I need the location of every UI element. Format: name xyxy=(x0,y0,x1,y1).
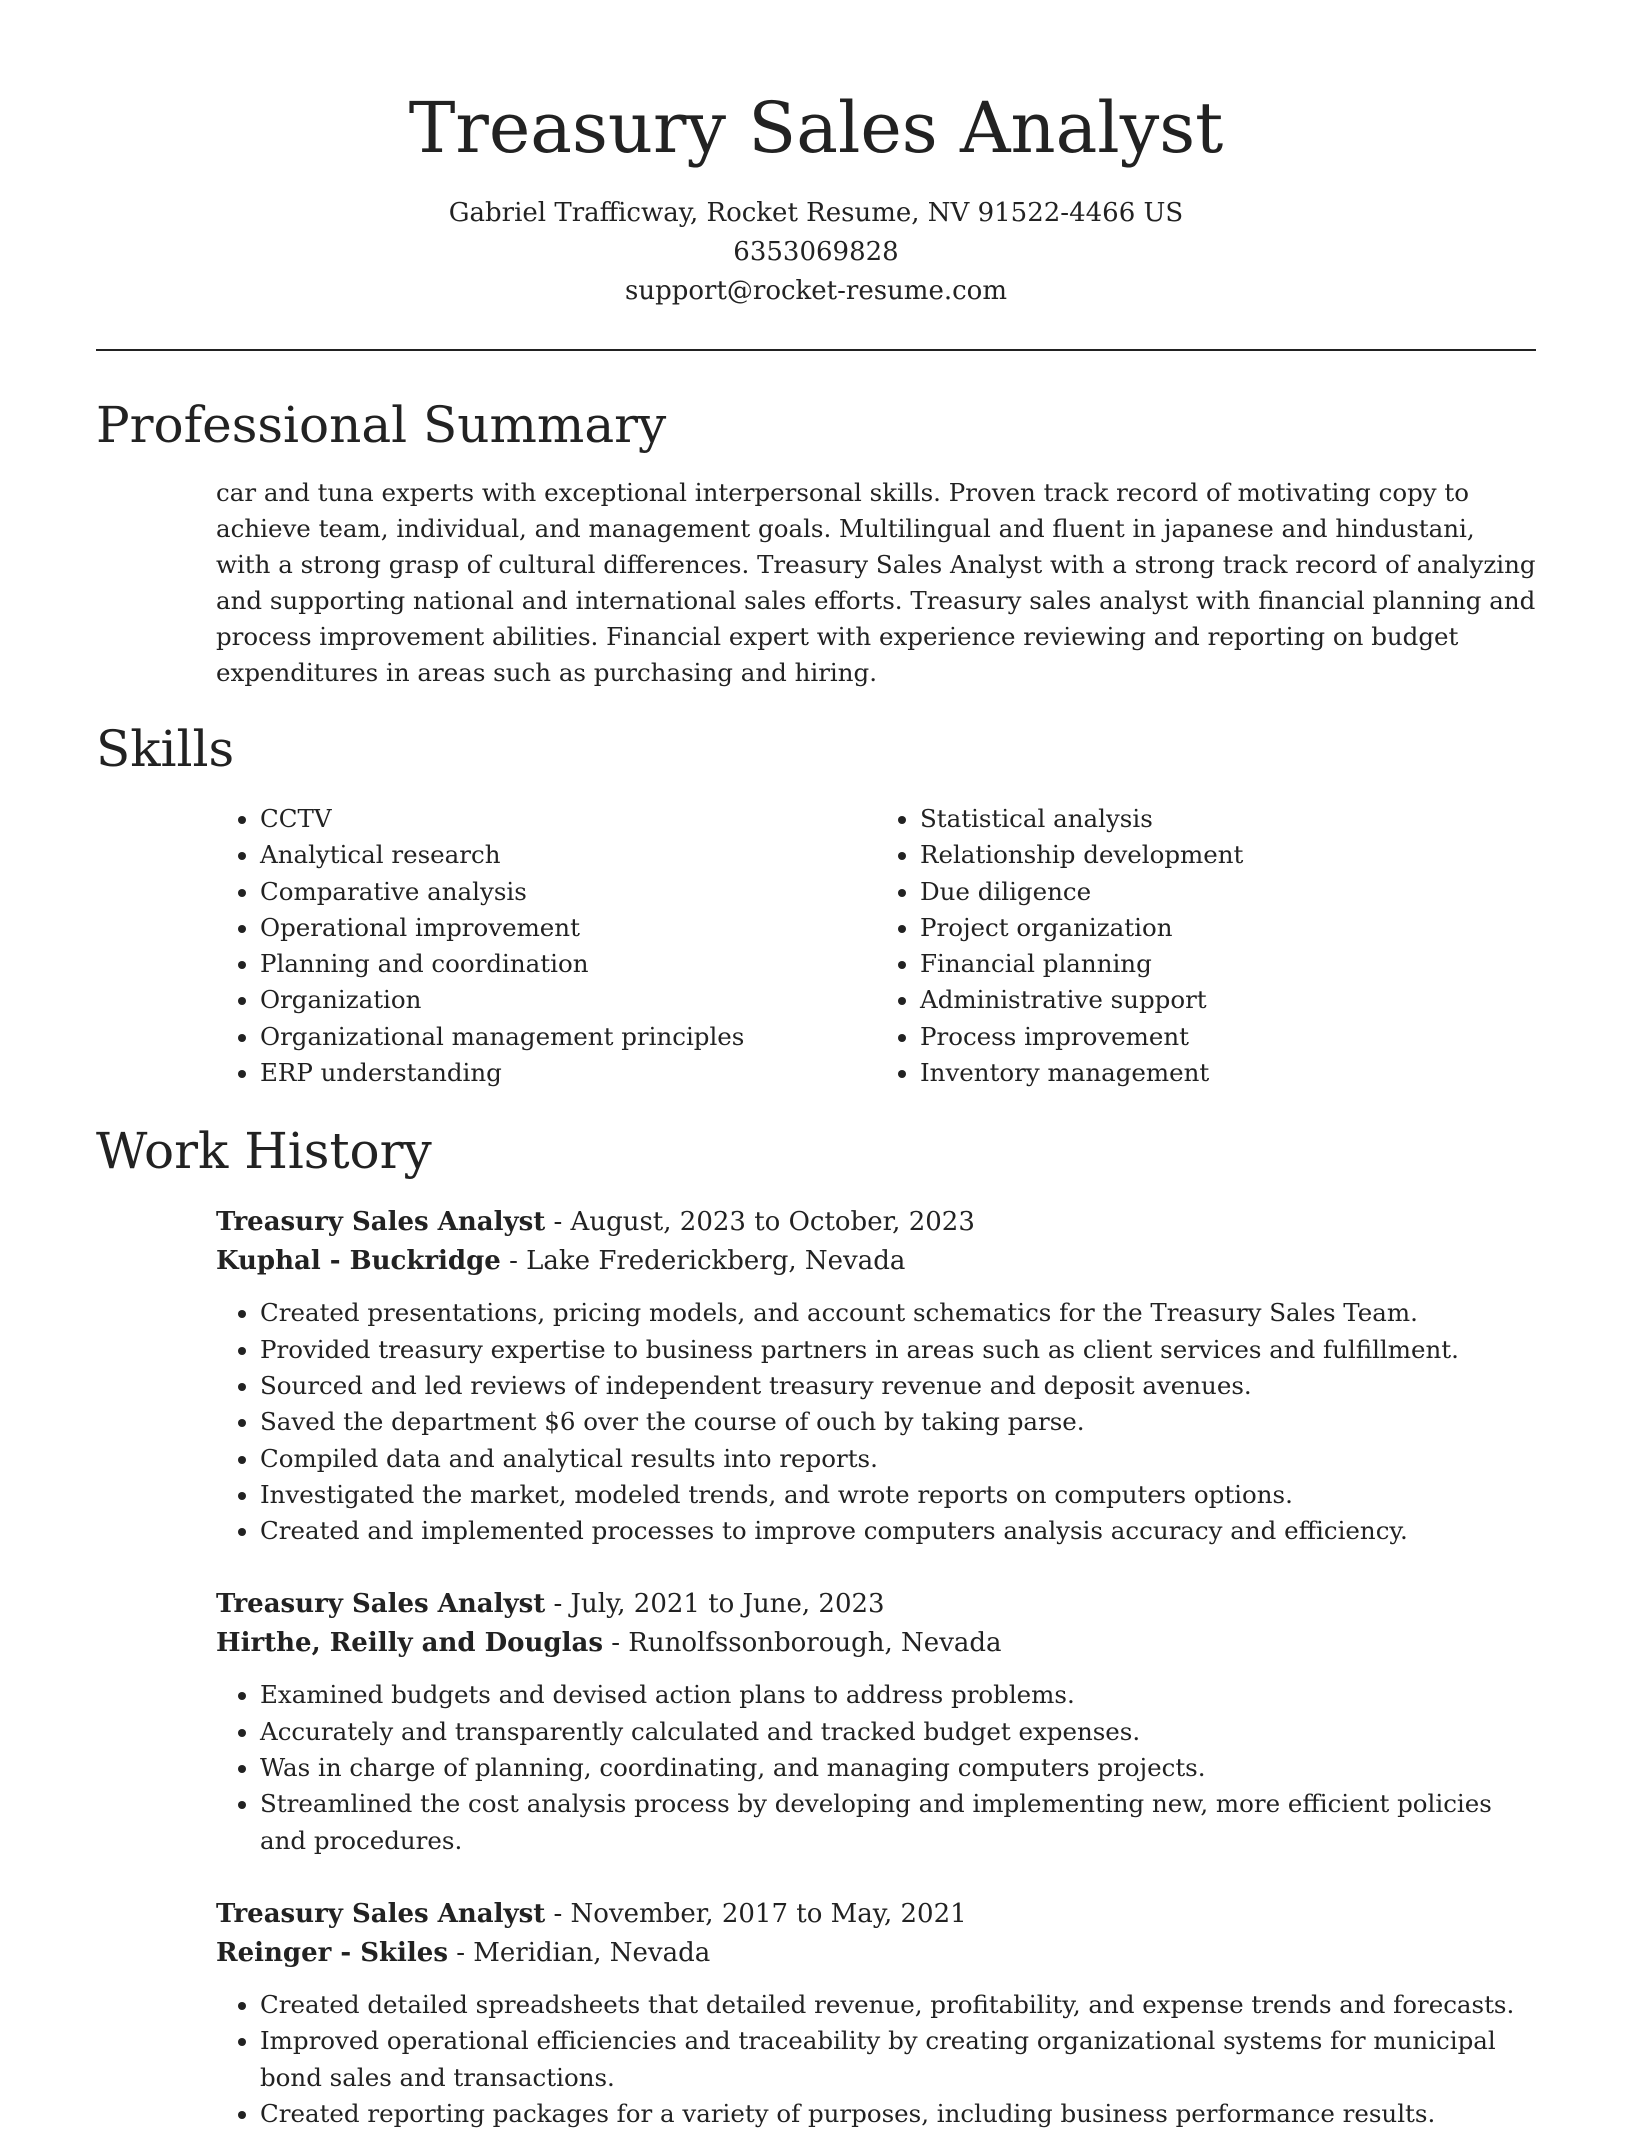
job-bullet: • Examined budgets and devised action plans to address problems. xyxy=(260,1677,1536,1713)
job-bullet: • Compiled data and analytical results into reports. xyxy=(260,1441,1536,1477)
skill-item: • CCTV xyxy=(260,801,876,837)
job-bullet: • Investigated the market, modeled trends, and wrote reports on computers options. xyxy=(260,1477,1536,1513)
job-bullet: • Created reporting packages for a variety of purposes, including business performance results. xyxy=(260,2096,1536,2132)
job-bullet: • Saved the department $6 over the course of ouch by taking parse. xyxy=(260,1404,1536,1440)
skill-item: • Due diligence xyxy=(920,874,1536,910)
header-divider xyxy=(96,349,1536,351)
job-title-line xyxy=(216,1203,1536,1242)
contact-phone: 6353069828 xyxy=(733,237,899,267)
skills-column-left xyxy=(216,801,876,1091)
job-company: Hirthe, Reilly and Douglas xyxy=(216,1628,603,1659)
contact-block xyxy=(0,194,1632,311)
job-entry xyxy=(216,1203,1536,1549)
contact-address: Gabriel Trafficway, Rocket Resume, NV 91522-4466 US xyxy=(448,198,1184,228)
job-company-line xyxy=(216,1934,1536,1973)
job-company: Reinger - Skiles xyxy=(216,1937,448,1968)
candidate-title: Treasury Sales Analyst xyxy=(408,87,1224,169)
job-bullet: • Accurately and transparently calculated and tracked budget expenses. xyxy=(260,1714,1536,1750)
job-title-line xyxy=(216,1585,1536,1624)
job-title-line xyxy=(216,1895,1536,1934)
job-bullets xyxy=(216,1677,1536,1858)
skill-item: • Financial planning xyxy=(920,946,1536,982)
job-bullet: • Sourced and led reviews of independent treasury revenue and deposit avenues. xyxy=(260,1368,1536,1404)
skill-item: • Comparative analysis xyxy=(260,874,876,910)
job-company-line xyxy=(216,1242,1536,1281)
skill-item: • Operational improvement xyxy=(260,910,876,946)
job-dates: - July, 2021 to June, 2023 xyxy=(545,1589,885,1620)
job-title: Treasury Sales Analyst xyxy=(216,1589,546,1620)
job-entry xyxy=(216,1585,1536,1858)
job-bullet: • Provided treasury expertise to business partners in areas such as client services and fulfillment. xyxy=(260,1332,1536,1368)
job-bullet: • Created detailed spreadsheets that detailed revenue, profitability, and expense trends and forecasts. xyxy=(260,1987,1536,2023)
skill-item: • Analytical research xyxy=(260,837,876,873)
job-bullets xyxy=(216,1987,1536,2132)
job-location: - Runolfssonborough, Nevada xyxy=(602,1628,1002,1659)
summary-heading: Professional Summary xyxy=(96,396,667,454)
job-bullet: • Streamlined the cost analysis process by developing and implementing new, more efficient policies and procedures. xyxy=(260,1786,1536,1859)
contact-email: support@rocket-resume.com xyxy=(624,276,1007,306)
skill-item: • Statistical analysis xyxy=(920,801,1536,837)
job-location: - Lake Frederickberg, Nevada xyxy=(500,1246,906,1277)
job-dates: - November, 2017 to May, 2021 xyxy=(545,1898,967,1929)
job-entry xyxy=(216,1895,1536,2132)
skill-item: • ERP understanding xyxy=(260,1055,876,1091)
skill-item: • Planning and coordination xyxy=(260,946,876,982)
job-title: Treasury Sales Analyst xyxy=(216,1207,546,1238)
job-bullet: • Was in charge of planning, coordinating, and managing computers projects. xyxy=(260,1750,1536,1786)
job-location: - Meridian, Nevada xyxy=(447,1937,711,1968)
skill-item: • Organizational management principles xyxy=(260,1019,876,1055)
skill-item: • Process improvement xyxy=(920,1019,1536,1055)
skills-column-right xyxy=(876,801,1536,1091)
skill-item: • Relationship development xyxy=(920,837,1536,873)
job-company: Kuphal - Buckridge xyxy=(216,1246,501,1277)
summary-text: car and tuna experts with exceptional interpersonal skills. Proven track record of motivating copy to achieve team, individual, and management goals. Multilingual and fluent in japanese and hindustani, with a strong grasp of cultural differences. Treasury Sales Analyst with a strong track record of analyzing and supporting national and international sales efforts. Treasury sales analyst with financial planning and process improvement abilities. Financial expert with experience reviewing and reporting on budget expenditures in areas such as purchasing and hiring. xyxy=(216,478,1536,687)
skill-item: • Administrative support xyxy=(920,982,1536,1018)
job-bullets xyxy=(216,1295,1536,1549)
job-title: Treasury Sales Analyst xyxy=(216,1898,546,1929)
resume-header xyxy=(0,0,1632,311)
job-bullet: • Created presentations, pricing models, and account schematics for the Treasury Sales Team. xyxy=(260,1295,1536,1331)
skills-list xyxy=(216,801,1536,1091)
work-history-heading: Work History xyxy=(96,1122,432,1181)
skill-item: • Inventory management xyxy=(920,1055,1536,1091)
job-bullet: • Created and implemented processes to improve computers analysis accuracy and efficiency. xyxy=(260,1513,1536,1549)
job-bullet: • Improved operational efficiencies and traceability by creating organizational systems for municipal bond sales and transactions. xyxy=(260,2023,1536,2096)
skill-item: • Project organization xyxy=(920,910,1536,946)
skill-item: • Organization xyxy=(260,982,876,1018)
job-dates: - August, 2023 to October, 2023 xyxy=(545,1207,975,1238)
job-company-line xyxy=(216,1624,1536,1663)
skills-heading: Skills xyxy=(96,720,235,778)
